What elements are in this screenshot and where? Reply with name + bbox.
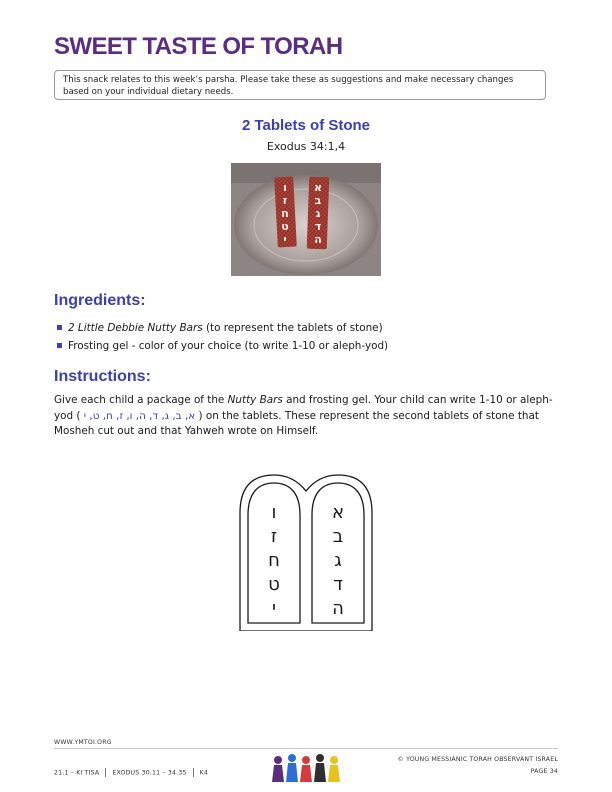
tablet-letter: י <box>271 598 277 619</box>
footer-separator <box>105 768 106 777</box>
tablet-letter: ו <box>271 502 277 523</box>
tablet-letter: ב <box>332 526 344 547</box>
tablet-letter: ד <box>333 574 343 595</box>
instructions-text: Give each child a package of the Nutty Bars and frosting gel. Your child can write 1-10 or aleph-yod ( א, ב, ג, ד, ה, ו, ז, ח, ט, י ) on the tablets. These represent the second tablets of stone that Mosheh cut out and that Yahweh wrote on Himself. <box>54 394 553 437</box>
instructions-heading: Instructions: <box>54 368 151 385</box>
footer-page-number: PAGE 34 <box>530 768 558 775</box>
page-title: SWEET TASTE OF TORAH <box>54 33 343 60</box>
ingredients-list <box>54 319 554 355</box>
footer-copyright: © YOUNG MESSIANIC TORAH OBSERVANT ISRAEL <box>397 756 558 763</box>
tablet-letter: ח <box>268 550 280 571</box>
photo-letter: ד <box>314 220 322 233</box>
photo-letter: ה <box>314 233 322 246</box>
tablet-letter: ה <box>332 598 344 619</box>
recipe-reference: Exodus 34:1,4 <box>266 140 346 153</box>
tablet-letter: ז <box>270 526 278 547</box>
bullet-icon: ▪ <box>56 340 63 351</box>
footer-tag: K4 <box>199 769 209 777</box>
snack-photo <box>231 163 381 276</box>
list-item: ▪ Frosting gel - color of your choice (to write 1-10 or aleph-yod) <box>54 337 554 355</box>
footer-separator <box>193 768 194 777</box>
footer-divider <box>54 748 558 749</box>
footer-portion: 21.1 – KI TISA <box>54 769 100 777</box>
photo-letter: א <box>313 181 323 194</box>
photo-letter: ג <box>315 207 321 220</box>
intro-note: This snack relates to this week’s parsha. Please take these as suggestions and make necessary changes based on your individual dietary needs. <box>54 70 546 100</box>
photo-letter: ט <box>281 220 289 233</box>
ingredients-heading: Ingredients: <box>54 292 146 309</box>
photo-letter: י <box>283 233 287 246</box>
list-item: ▪ 2 Little Debbie Nutty Bars (to represent the tablets of stone) <box>54 319 554 337</box>
photo-letter: ח <box>281 207 289 220</box>
tablet-letter: א <box>331 502 345 523</box>
photo-letter: ז <box>282 194 288 207</box>
photo-letter: ו <box>283 181 287 194</box>
hebrew-letters: א, ב, ג, ד, ה, ו, ז, ח, ט, י <box>80 409 199 422</box>
logo-kids-icon <box>270 752 348 782</box>
bullet-icon: ▪ <box>56 322 63 333</box>
tablet-letter: ג <box>334 550 342 571</box>
footer-meta <box>54 768 208 777</box>
tablet-letter: ט <box>268 574 280 595</box>
recipe-title: 2 Tablets of Stone <box>241 117 371 134</box>
footer-website[interactable]: WWW.YMTOI.ORG <box>54 739 112 746</box>
photo-letter: ב <box>314 194 322 207</box>
tablets-diagram <box>234 471 379 631</box>
footer-scripture: EXODUS 30.11 – 34.35 <box>112 769 187 777</box>
